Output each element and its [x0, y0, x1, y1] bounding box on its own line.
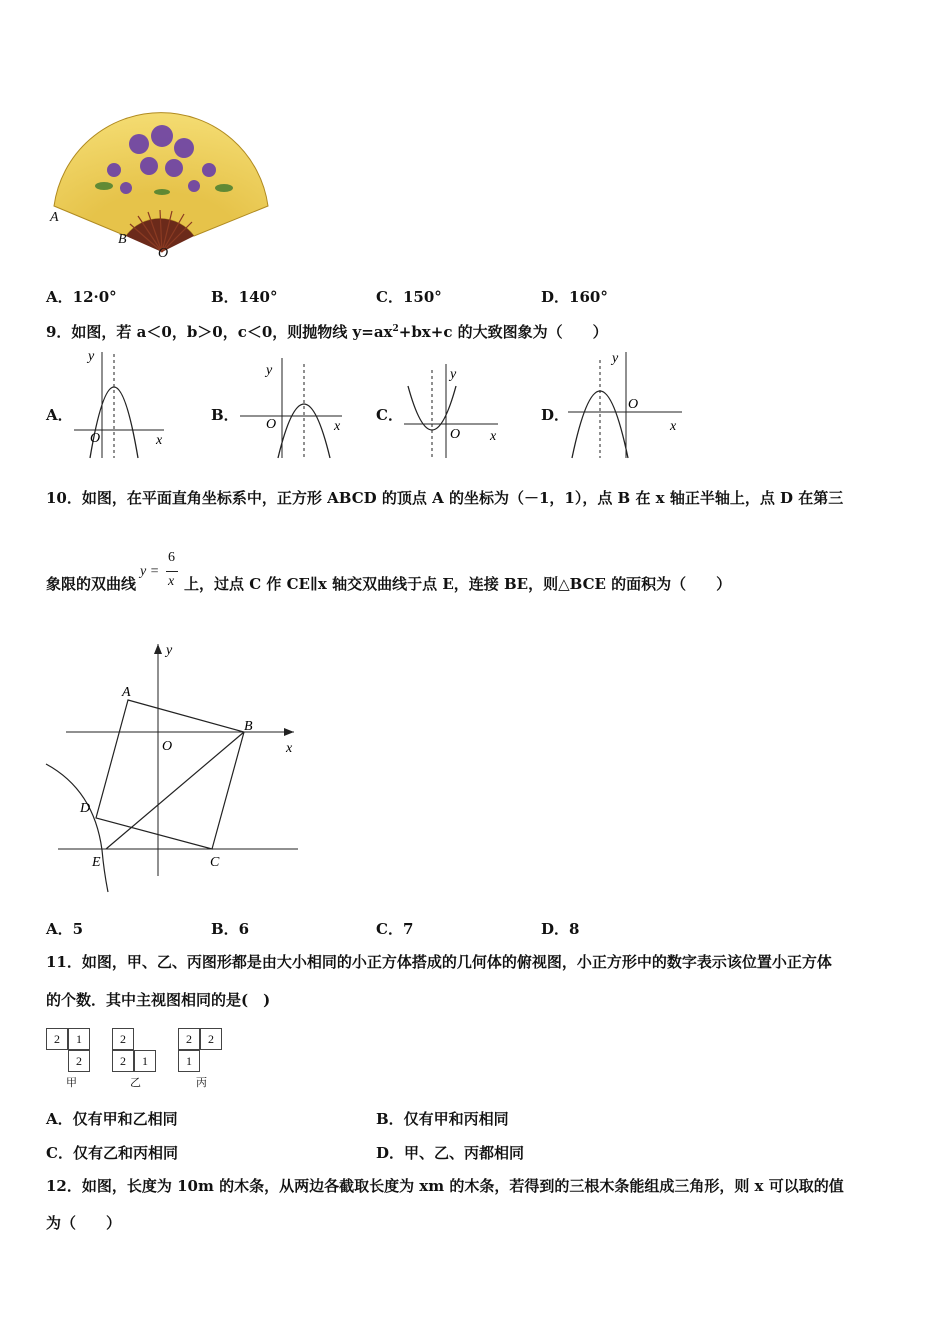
q9c-origin: O — [450, 427, 461, 442]
q9-option-a[interactable]: A． — [46, 406, 73, 424]
q9-option-b[interactable]: B． — [211, 406, 239, 424]
q10-label-y: y — [166, 643, 173, 658]
q10-option-d[interactable]: D．8 — [541, 920, 580, 938]
q11-option-c[interactable]: C．仅有乙和丙相同 — [46, 1144, 178, 1162]
q8-option-d[interactable]: D．160° — [541, 288, 608, 306]
q11-option-b[interactable]: B．仅有甲和丙相同 — [376, 1110, 509, 1128]
q10-label-o: O — [162, 739, 173, 754]
q10-stem-line2: 象限的双曲线 y = 6 x 上，过点 C 作 CE∥x 轴交双曲线于点 E，连接 BE，则△BCE 的面积为（ ） — [46, 550, 732, 593]
fan-label-a: A — [50, 210, 59, 225]
q9d-x-label: x — [670, 419, 677, 434]
q9d-y-label: y — [612, 351, 619, 366]
grid-cell: 2 — [178, 1028, 200, 1050]
q11-option-d[interactable]: D．甲、乙、丙都相同 — [376, 1144, 525, 1162]
q9-option-d[interactable]: D． — [541, 406, 570, 424]
fan-label-b: B — [118, 232, 127, 247]
grid-cell: 1 — [178, 1050, 200, 1072]
grid-caption: 甲 — [66, 1076, 77, 1089]
grid-cell: 2 — [112, 1028, 134, 1050]
q9b-origin: O — [266, 417, 277, 432]
fan-label-o: O — [158, 246, 169, 261]
q8-option-c[interactable]: C．150° — [376, 288, 442, 306]
grid-cell: 2 — [112, 1050, 134, 1072]
grid-cell: 1 — [68, 1028, 90, 1050]
q11-option-a[interactable]: A．仅有甲和乙相同 — [46, 1110, 178, 1128]
hyperbola-equation: y = 6 x — [136, 552, 184, 592]
q9-graph-b — [238, 356, 346, 460]
q9a-y-label: y — [88, 350, 95, 364]
fan-figure — [44, 108, 272, 266]
q9a-origin: O — [90, 431, 101, 446]
q9-graph-c — [402, 362, 502, 460]
grid-cell: 2 — [68, 1050, 90, 1072]
q10-stem-line1: 10．如图，在平面直角坐标系中，正方形 ABCD 的顶点 A 的坐标为（－1，1），点 B 在 x 轴正半轴上，点 D 在第三 — [46, 489, 844, 507]
grid-caption: 乙 — [130, 1076, 141, 1089]
q10-label-b: B — [244, 719, 253, 734]
q10-option-c[interactable]: C．7 — [376, 920, 414, 938]
q11-stem-line2: 的个数．其中主视图相同的是( ) — [46, 991, 271, 1009]
q9-option-c[interactable]: C． — [376, 406, 403, 424]
grid-caption: 丙 — [196, 1076, 207, 1089]
q9c-y-label: y — [450, 367, 457, 382]
q10-label-c: C — [210, 855, 220, 870]
q10-label-x: x — [286, 741, 293, 756]
q9-graph-d — [566, 350, 684, 460]
q10-diagram — [44, 640, 304, 900]
q9d-origin: O — [628, 397, 639, 412]
q9-stem: 9．如图，若 a＜0，b＞0，c＜0，则抛物线 $y=ax^2+bx+c$ 的大致图象为（ ） — [46, 323, 608, 341]
q8-option-b[interactable]: B．140° — [211, 288, 278, 306]
q9a-x-label: x — [156, 433, 163, 448]
grid-bing — [178, 1028, 228, 1090]
q11-stem-line1: 11．如图，甲、乙、丙图形都是由大小相同的小正方体搭成的几何体的俯视图，小正方形中的数字表示该位置小正方体 — [46, 953, 832, 971]
q10-label-e: E — [92, 855, 101, 870]
q8-option-a[interactable]: A．12·0° — [46, 288, 117, 306]
q10-option-b[interactable]: B．6 — [211, 920, 250, 938]
grid-jia — [46, 1028, 96, 1090]
q9c-x-label: x — [490, 429, 497, 444]
q10-option-a[interactable]: A．5 — [46, 920, 84, 938]
q9b-x-label: x — [334, 419, 341, 434]
fan-illustration — [44, 108, 272, 266]
q9-graph-a — [72, 350, 168, 460]
grid-yi — [112, 1028, 162, 1090]
q10-label-d: D — [80, 801, 91, 816]
grid-cell: 1 — [134, 1050, 156, 1072]
grid-cell: 2 — [46, 1028, 68, 1050]
q10-label-a: A — [122, 685, 131, 700]
q12-stem-line1: 12．如图，长度为 10m 的木条，从两边各截取长度为 xm 的木条，若得到的三根木条能组成三角形，则 x 可以取的值 — [46, 1177, 844, 1195]
q12-stem-line2: 为（ ） — [46, 1214, 122, 1232]
q9b-y-label: y — [266, 363, 273, 378]
grid-cell: 2 — [200, 1028, 222, 1050]
